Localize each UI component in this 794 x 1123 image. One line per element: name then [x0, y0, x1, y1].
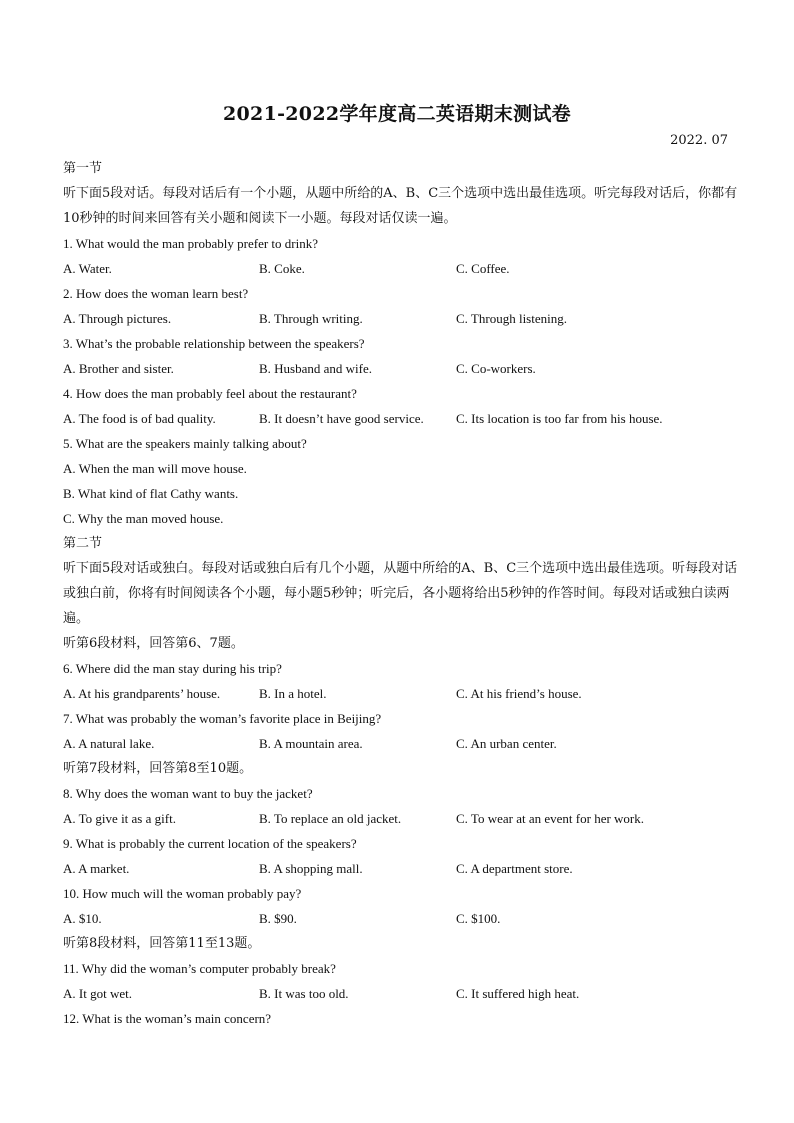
option-c: C. Its location is too far from his house. [456, 411, 663, 426]
option-a: A. A market. [63, 861, 130, 876]
option-b: B. Husband and wife. [259, 361, 373, 376]
section-instructions: 听下面5段对话或独白。每段对话或独白后有几个小题，从题中所给的A、B、C三个选项中选出最佳选项。听每段对话或独白前，你将有时间阅读各个小题，每小题5秒钟；听完后，各小题将给出5秒钟的作答时间。每段对话或独白读两遍。 [63, 561, 738, 626]
option-a: A. Through pictures. [63, 311, 172, 326]
option-b: B. $90. [259, 911, 297, 926]
options-row [63, 681, 743, 706]
option-a: A. The food is of bad quality. [63, 411, 216, 426]
option-a: A. It got wet. [63, 986, 132, 1001]
option-c: C. At his friend’s house. [456, 686, 582, 701]
option-a: A. At his grandparents’ house. [63, 686, 221, 701]
material-header: 听第6段材料，回答第6、7题。 [63, 636, 244, 651]
option-a: A. To give it as a gift. [63, 811, 176, 826]
question-text: 5. What are the speakers mainly talking about? [63, 436, 307, 451]
option-c: C. An urban center. [456, 736, 557, 751]
question-text: 1. What would the man probably prefer to drink? [63, 236, 318, 251]
option-b: B. A shopping mall. [259, 861, 363, 876]
section-heading: 第一节 [63, 161, 103, 176]
options-row [63, 406, 743, 431]
options-row [63, 981, 743, 1006]
option-c: C. $100. [456, 911, 501, 926]
material-header: 听第7段材料，回答第8至10题。 [63, 761, 253, 776]
option-a: A. $10. [63, 911, 102, 926]
option-b: B. In a hotel. [259, 686, 327, 701]
section-heading: 第二节 [63, 536, 103, 551]
option-a: A. When the man will move house. [63, 461, 247, 476]
options-row [63, 906, 743, 931]
option-c: C. Co-workers. [456, 361, 536, 376]
option-a: A. Brother and sister. [63, 361, 174, 376]
question-text: 4. How does the man probably feel about the restaurant? [63, 386, 357, 401]
question-text: 7. What was probably the woman’s favorite place in Beijing? [63, 711, 382, 726]
section-instructions: 听下面5段对话。每段对话后有一个小题，从题中所给的A、B、C三个选项中选出最佳选项。听完每段对话后，你都有10秒钟的时间来回答有关小题和阅读下一小题。每段对话仅读一遍。 [63, 186, 738, 226]
exam-body [63, 156, 743, 1031]
question-text: 2. How does the woman learn best? [63, 286, 249, 301]
option-c: C. Coffee. [456, 261, 510, 276]
options-row [63, 356, 743, 381]
question-text: 3. What’s the probable relationship between the speakers? [63, 336, 365, 351]
option-a: A. Water. [63, 261, 112, 276]
exam-date: 2022. 07 [670, 133, 728, 148]
question-text: 10. How much will the woman probably pay? [63, 886, 302, 901]
option-c: C. Why the man moved house. [63, 511, 224, 526]
options-row [63, 856, 743, 881]
page-title: 2021-2022学年度高二英语期末测试卷 [223, 103, 571, 125]
option-a: A. A natural lake. [63, 736, 155, 751]
option-c: C. To wear at an event for her work. [456, 811, 645, 826]
option-b: B. What kind of flat Cathy wants. [63, 486, 239, 501]
option-b: B. It was too old. [259, 986, 349, 1001]
option-b: B. A mountain area. [259, 736, 363, 751]
material-header: 听第8段材料，回答第11至13题。 [63, 936, 261, 951]
options-row [63, 806, 743, 831]
option-b: B. Coke. [259, 261, 305, 276]
options-row [63, 256, 743, 281]
options-row [63, 731, 743, 756]
question-text: 9. What is probably the current location of the speakers? [63, 836, 357, 851]
option-c: C. A department store. [456, 861, 573, 876]
question-text: 6. Where did the man stay during his trip? [63, 661, 282, 676]
option-c: C. Through listening. [456, 311, 567, 326]
option-b: B. It doesn’t have good service. [259, 411, 424, 426]
question-text: 11. Why did the woman’s computer probably break? [63, 961, 336, 976]
options-row [63, 306, 743, 331]
option-b: B. Through writing. [259, 311, 363, 326]
question-text: 12. What is the woman’s main concern? [63, 1011, 272, 1026]
option-b: B. To replace an old jacket. [259, 811, 402, 826]
question-text: 8. Why does the woman want to buy the jacket? [63, 786, 313, 801]
option-c: C. It suffered high heat. [456, 986, 580, 1001]
